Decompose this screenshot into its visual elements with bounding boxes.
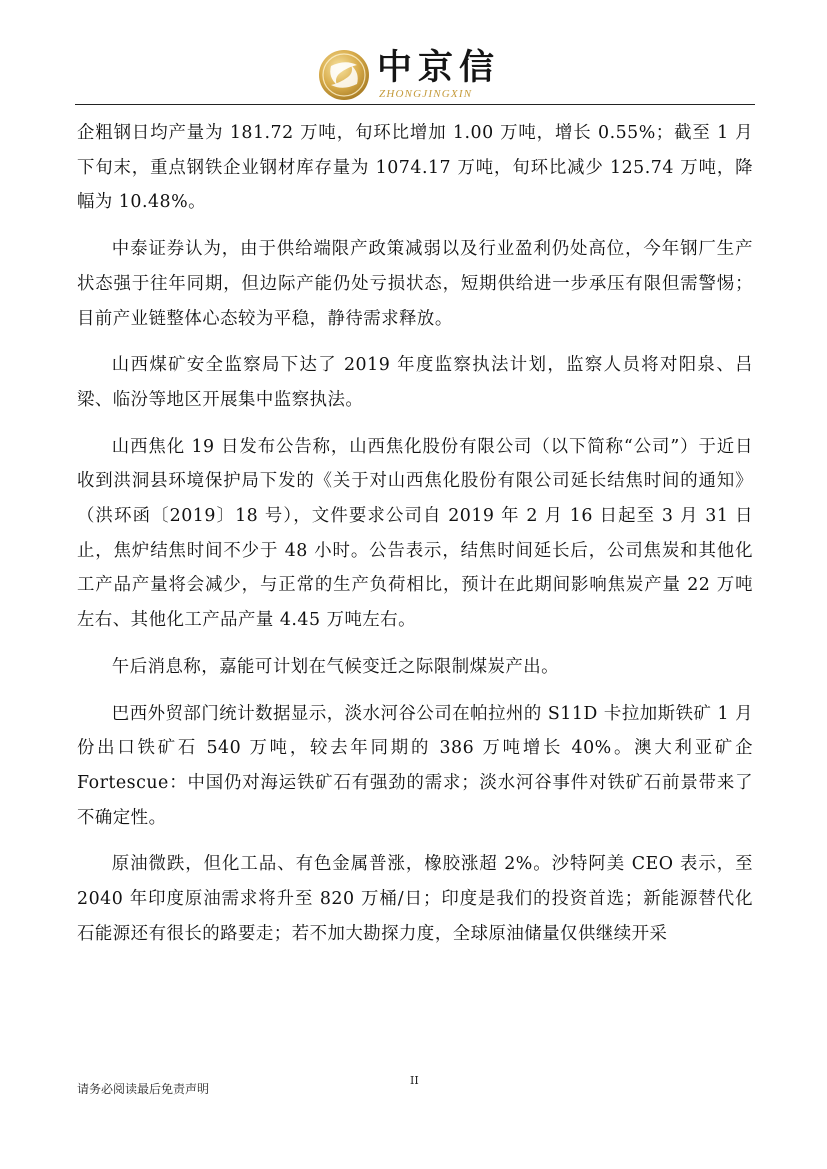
report-body <box>77 116 753 963</box>
body-paragraph: 原油微跌，但化工品、有色金属普涨，橡胶涨超 2%。沙特阿美 CEO 表示，至 2040 年印度原油需求将升至 820 万桶/日；印度是我们的投资首选；新能源替代化石能源还有很长的路要走；若不加大勘探力度，全球原油储量仅供继续开采 <box>77 854 753 944</box>
page-header <box>0 0 827 104</box>
header-divider <box>75 104 755 105</box>
footer-disclaimer: 请务必阅读最后免责声明 <box>77 1082 210 1096</box>
company-name: 中京信 <box>377 48 501 88</box>
body-paragraph: 山西焦化 19 日发布公告称，山西焦化股份有限公司（以下简称“公司”）于近日收到洪洞县环境保护局下发的《关于对山西焦化股份有限公司延长结焦时间的通知》（洪环函〔2019〕18 号），文件要求公司自 2019 年 2 月 16 日起至 3 月 31 日止，焦炉结焦时间不少于 48 小时。公告表示，结焦时间延长后，公司焦炭和其他化工产品产量将会减少，与正常的生产负荷相比，预计在此期间影响焦炭产量 22 万吨左右、其他化工产品产量 4.45 万吨左右。 <box>77 436 753 631</box>
page-number: II <box>410 1074 419 1087</box>
body-paragraph: 午后消息称，嘉能可计划在气候变迁之际限制煤炭产出。 <box>111 656 560 677</box>
body-paragraph: 中泰证券认为，由于供给端限产政策减弱以及行业盈利仍处高位，今年钢厂生产状态强于往年同期，但边际产能仍处亏损状态，短期供给进一步承压有限但需警惕；目前产业链整体心态较为平稳，静待需求释放。 <box>77 239 753 329</box>
company-pinyin: ZHONGJINGXIN <box>379 88 473 100</box>
body-paragraph: 企粗钢日均产量为 181.72 万吨，旬环比增加 1.00 万吨，增长 0.55%；截至 1 月下旬末，重点钢铁企业钢材库存量为 1074.17 万吨，旬环比减少 125.74 万吨，降幅为 10.48%。 <box>77 123 753 213</box>
company-logo-emblem-icon <box>318 49 370 101</box>
body-paragraph: 巴西外贸部门统计数据显示，淡水河谷公司在帕拉州的 S11D 卡拉加斯铁矿 1 月份出口铁矿石 540 万吨，较去年同期的 386 万吨增长 40%。澳大利亚矿企 Fortescue：中国仍对海运铁矿石有强劲的需求；淡水河谷事件对铁矿石前景带来了不确定性。 <box>77 703 753 828</box>
body-paragraph: 山西煤矿安全监察局下达了 2019 年度监察执法计划，监察人员将对阳泉、吕梁、临汾等地区开展集中监察执法。 <box>77 355 753 410</box>
